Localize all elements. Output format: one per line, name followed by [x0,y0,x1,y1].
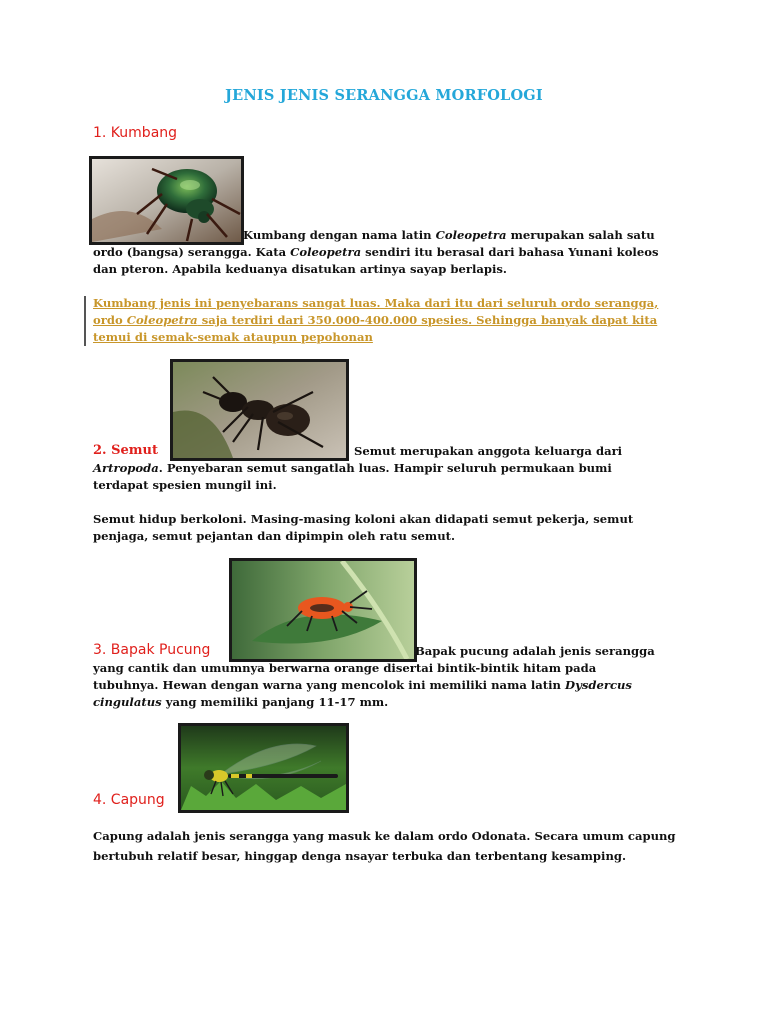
semut-paragraph-1: Semut merupakan anggota keluarga dari Artropoda. Penyebaran semut sangatlah luas. Hampir seluruh permukaan bumi terdapat spesien mungil ini. [93,444,623,492]
kumbang-paragraph-1: Kumbang dengan nama latin Coleopetra merupakan salah satu ordo (bangsa) serangga. Kata Coleopetra sendiri itu berasal dari bahasa Yunani koleos dan pteron. Apabila keduanya disatukan artinya sayap berlapis. [93,228,659,276]
revision-marker [84,296,86,346]
heading-bapak-pucung: 3. Bapak Pucung [93,642,211,658]
bapak-pucung-paragraph: Bapak pucung adalah jenis serangga yang cantik dan umumnya berwarna orange disertai bintik-bintik hitam pada tubuhnya. Hewan dengan warna yang mencolok ini memiliki nama latin Dysdercus cingulatus yang memiliki panjang 11-17 mm. [93,644,655,709]
heading-semut: 2. Semut [93,443,158,458]
semut-paragraph-2: Semut hidup berkoloni. Masing-masing koloni akan didapati semut pekerja, semut penjaga, semut pejantan dan dipimpin oleh ratu semut. [93,512,634,543]
page-title: JENIS JENIS SERANGGA MORFOLOGI [225,87,543,104]
dragonfly-photo [178,723,349,813]
heading-kumbang: 1. Kumbang [93,125,178,141]
kumbang-paragraph-2: Kumbang jenis ini penyebarans sangat luas. Maka dari itu dari seluruh ordo serangga, ordo Coleopetra saja terdiri dari 350.000-400.000 spesies. Sehingga banyak dapat kita temui di semak-semak ataupun pepohonan [93,296,659,344]
heading-capung: 4. Capung [93,792,165,808]
capung-paragraph: Capung adalah jenis serangga yang masuk ke dalam ordo Odonata. Secara umum capung bertubuh relatif besar, hinggap denga nsayar terbuka dan terbentang kesamping. [93,829,676,863]
